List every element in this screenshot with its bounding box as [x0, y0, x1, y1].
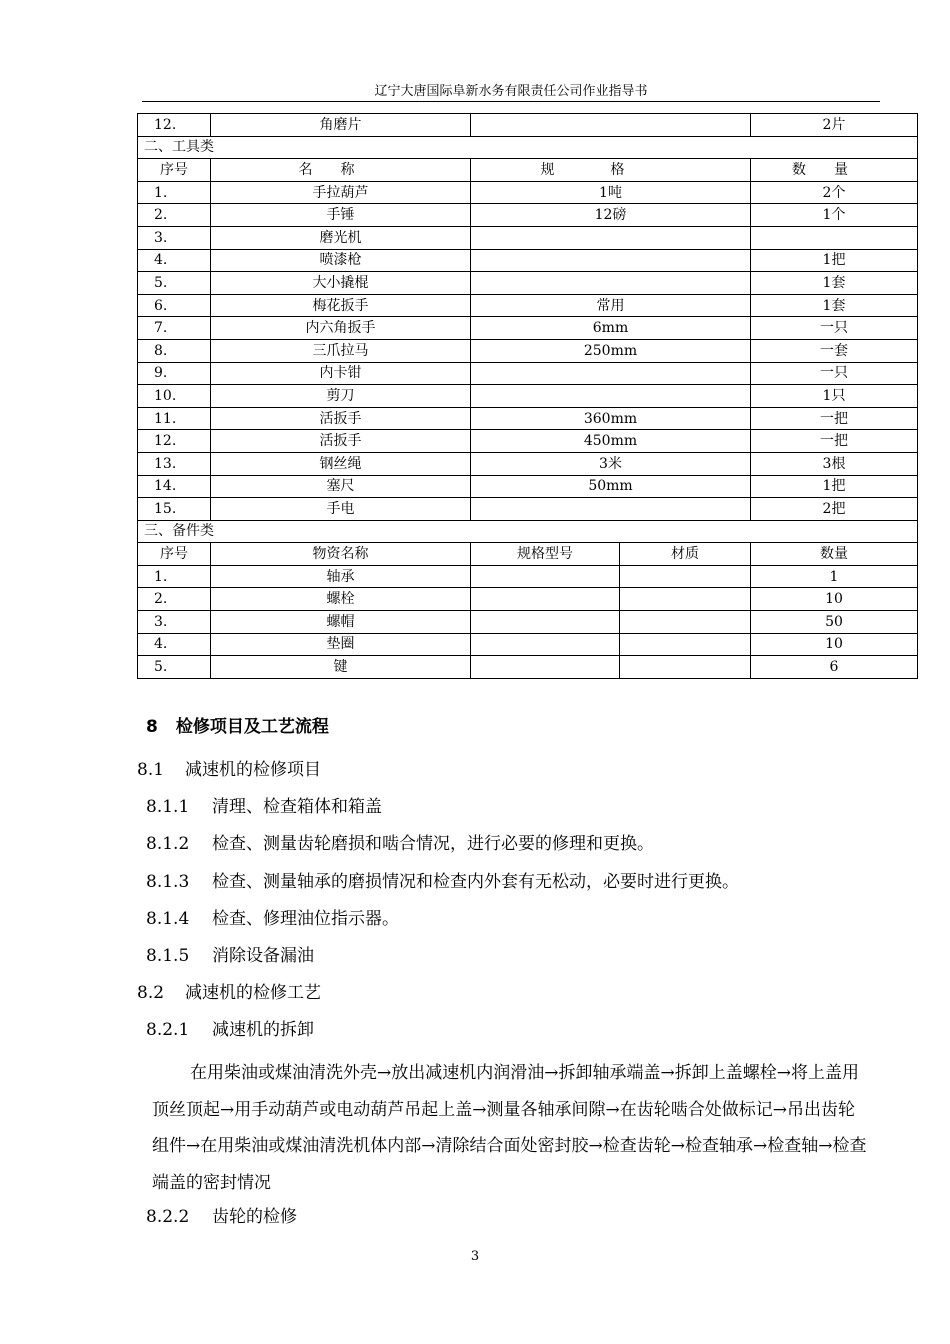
list-item	[146, 833, 654, 855]
row-number: 11.	[138, 407, 211, 430]
subsection-title: 齿轮的检修	[212, 1207, 297, 1227]
table-row	[138, 317, 918, 340]
subsection-number: 8.2.2	[146, 1207, 190, 1227]
row-number: 7.	[138, 317, 211, 340]
item-name: 喷漆枪	[211, 249, 471, 272]
table-row	[138, 407, 918, 430]
item-name: 螺栓	[211, 588, 471, 611]
materials-tools-parts-table	[137, 113, 918, 679]
item-qty: 10	[751, 588, 918, 611]
row-number: 4.	[138, 633, 211, 656]
tools-header-row	[138, 159, 918, 182]
item-qty: 2个	[751, 181, 918, 204]
row-number: 12.	[138, 114, 211, 137]
row-number: 13.	[138, 452, 211, 475]
list-item	[146, 908, 399, 930]
item-model	[471, 656, 620, 679]
subsection-8-2	[137, 982, 321, 1004]
item-qty: 一只	[751, 362, 918, 385]
table-row	[138, 565, 918, 588]
col-header-model: 规格型号	[471, 543, 620, 566]
table-row	[138, 226, 918, 249]
col-header-spec: 规格	[471, 159, 751, 182]
list-item	[146, 945, 314, 967]
item-name: 大小撬棍	[211, 272, 471, 295]
item-spec: 6mm	[471, 317, 751, 340]
item-number: 8.1.4	[146, 909, 190, 929]
row-number: 4.	[138, 249, 211, 272]
subsection-8-1	[137, 759, 321, 781]
table-row	[138, 114, 918, 137]
item-text: 清理、检查箱体和箱盖	[212, 797, 382, 817]
item-material	[620, 656, 751, 679]
item-spec	[471, 114, 751, 137]
table-row	[138, 656, 918, 679]
item-name: 活扳手	[211, 407, 471, 430]
subsection-title: 减速机的检修项目	[185, 760, 321, 780]
item-spec	[471, 385, 751, 408]
subsection-number: 8.2	[137, 983, 165, 1003]
item-name: 垫圈	[211, 633, 471, 656]
item-name: 塞尺	[211, 475, 471, 498]
table-row	[138, 181, 918, 204]
item-qty: 1只	[751, 385, 918, 408]
section-number: 8	[146, 717, 158, 737]
item-name: 三爪拉马	[211, 339, 471, 362]
subsection-title: 减速机的检修工艺	[185, 983, 321, 1003]
item-model	[471, 611, 620, 634]
item-name: 手锤	[211, 204, 471, 227]
table-row	[138, 204, 918, 227]
row-number: 3.	[138, 226, 211, 249]
item-qty: 一把	[751, 430, 918, 453]
item-text: 消除设备漏油	[212, 946, 314, 966]
item-name: 内六角扳手	[211, 317, 471, 340]
subsection-number: 8.2.1	[146, 1020, 190, 1040]
item-spec	[471, 362, 751, 385]
item-model	[471, 565, 620, 588]
col-header-no: 序号	[138, 543, 211, 566]
table-row	[138, 294, 918, 317]
item-number: 8.1.1	[146, 797, 190, 817]
list-item	[146, 871, 739, 893]
item-name: 剪刀	[211, 385, 471, 408]
row-number: 1.	[138, 565, 211, 588]
section-title-parts: 三、备件类	[138, 520, 918, 543]
item-qty: 6	[751, 656, 918, 679]
item-material	[620, 588, 751, 611]
item-number: 8.1.5	[146, 946, 190, 966]
row-number: 14.	[138, 475, 211, 498]
item-qty: 1套	[751, 294, 918, 317]
document-header: 辽宁大唐国际阜新水务有限责任公司作业指导书	[374, 84, 648, 99]
row-number: 5.	[138, 656, 211, 679]
table-row	[138, 633, 918, 656]
col-header-name: 名称	[211, 159, 471, 182]
header-rule	[142, 101, 880, 102]
item-qty: 1套	[751, 272, 918, 295]
col-header-qty: 数量	[751, 159, 918, 182]
table-row	[138, 588, 918, 611]
parts-header-row	[138, 543, 918, 566]
item-text: 检查、测量齿轮磨损和啮合情况，进行必要的修理和更换。	[212, 834, 654, 854]
col-header-name: 物资名称	[211, 543, 471, 566]
item-material	[620, 633, 751, 656]
item-qty: 1把	[751, 249, 918, 272]
table-row	[138, 339, 918, 362]
table-row	[138, 430, 918, 453]
row-number: 9.	[138, 362, 211, 385]
table-row	[138, 452, 918, 475]
row-number: 2.	[138, 204, 211, 227]
item-number: 8.1.2	[146, 834, 190, 854]
item-spec: 1吨	[471, 181, 751, 204]
row-number: 12.	[138, 430, 211, 453]
item-name: 钢丝绳	[211, 452, 471, 475]
item-qty: 1	[751, 565, 918, 588]
item-spec: 50mm	[471, 475, 751, 498]
table-row	[138, 475, 918, 498]
item-name: 内卡钳	[211, 362, 471, 385]
item-spec: 450mm	[471, 430, 751, 453]
col-header-no: 序号	[138, 159, 211, 182]
item-spec: 12磅	[471, 204, 751, 227]
item-spec	[471, 272, 751, 295]
table-row	[138, 362, 918, 385]
item-qty: 一把	[751, 407, 918, 430]
item-qty: 一只	[751, 317, 918, 340]
section-row-parts	[138, 520, 918, 543]
item-qty: 一套	[751, 339, 918, 362]
item-name: 活扳手	[211, 430, 471, 453]
item-name: 键	[211, 656, 471, 679]
item-text: 检查、修理油位指示器。	[212, 909, 399, 929]
item-name: 角磨片	[211, 114, 471, 137]
item-name: 轴承	[211, 565, 471, 588]
row-number: 3.	[138, 611, 211, 634]
item-qty: 3根	[751, 452, 918, 475]
item-spec	[471, 226, 751, 249]
item-model	[471, 588, 620, 611]
item-text: 检查、测量轴承的磨损情况和检查内外套有无松动，必要时进行更换。	[212, 872, 739, 892]
subsection-8-2-2	[146, 1206, 297, 1228]
item-model	[471, 633, 620, 656]
row-number: 2.	[138, 588, 211, 611]
item-material	[620, 565, 751, 588]
table-row	[138, 272, 918, 295]
section-row-tools	[138, 136, 918, 159]
section-8-heading	[146, 712, 329, 737]
disassembly-procedure-paragraph	[152, 1055, 868, 1201]
item-qty: 2把	[751, 498, 918, 521]
item-name: 磨光机	[211, 226, 471, 249]
item-name: 手电	[211, 498, 471, 521]
item-name: 梅花扳手	[211, 294, 471, 317]
table-row	[138, 611, 918, 634]
paragraph-text: 在用柴油或煤油清洗外壳→放出减速机内润滑油→拆卸轴承端盖→拆卸上盖螺栓→将上盖用顶丝顶起→用手动葫芦或电动葫芦吊起上盖→测量各轴承间隙→在齿轮啮合处做标记→吊出齿轮组件→在用柴油或煤油清洗机体内部→清除结合面处密封胶→检查齿轮→检查轴承→检查轴→检查端盖的密封情况	[152, 1063, 867, 1193]
item-spec	[471, 498, 751, 521]
table-row	[138, 385, 918, 408]
item-spec: 3米	[471, 452, 751, 475]
section-title: 检修项目及工艺流程	[175, 717, 329, 737]
item-spec: 常用	[471, 294, 751, 317]
item-name: 手拉葫芦	[211, 181, 471, 204]
item-number: 8.1.3	[146, 872, 190, 892]
page-number: 3	[470, 1249, 480, 1264]
item-qty	[751, 226, 918, 249]
table-row	[138, 498, 918, 521]
subsection-number: 8.1	[137, 760, 165, 780]
list-item	[146, 796, 382, 818]
item-qty: 1把	[751, 475, 918, 498]
subsection-8-2-1	[146, 1019, 314, 1041]
row-number: 15.	[138, 498, 211, 521]
item-spec: 360mm	[471, 407, 751, 430]
table-row	[138, 249, 918, 272]
item-spec: 250mm	[471, 339, 751, 362]
item-qty: 50	[751, 611, 918, 634]
row-number: 5.	[138, 272, 211, 295]
item-qty: 10	[751, 633, 918, 656]
item-spec	[471, 249, 751, 272]
item-material	[620, 611, 751, 634]
row-number: 8.	[138, 339, 211, 362]
item-qty: 2片	[751, 114, 918, 137]
row-number: 6.	[138, 294, 211, 317]
row-number: 1.	[138, 181, 211, 204]
subsection-title: 减速机的拆卸	[212, 1020, 314, 1040]
item-qty: 1个	[751, 204, 918, 227]
col-header-material: 材质	[620, 543, 751, 566]
col-header-qty: 数量	[751, 543, 918, 566]
section-title-tools: 二、工具类	[138, 136, 918, 159]
row-number: 10.	[138, 385, 211, 408]
item-name: 螺帽	[211, 611, 471, 634]
